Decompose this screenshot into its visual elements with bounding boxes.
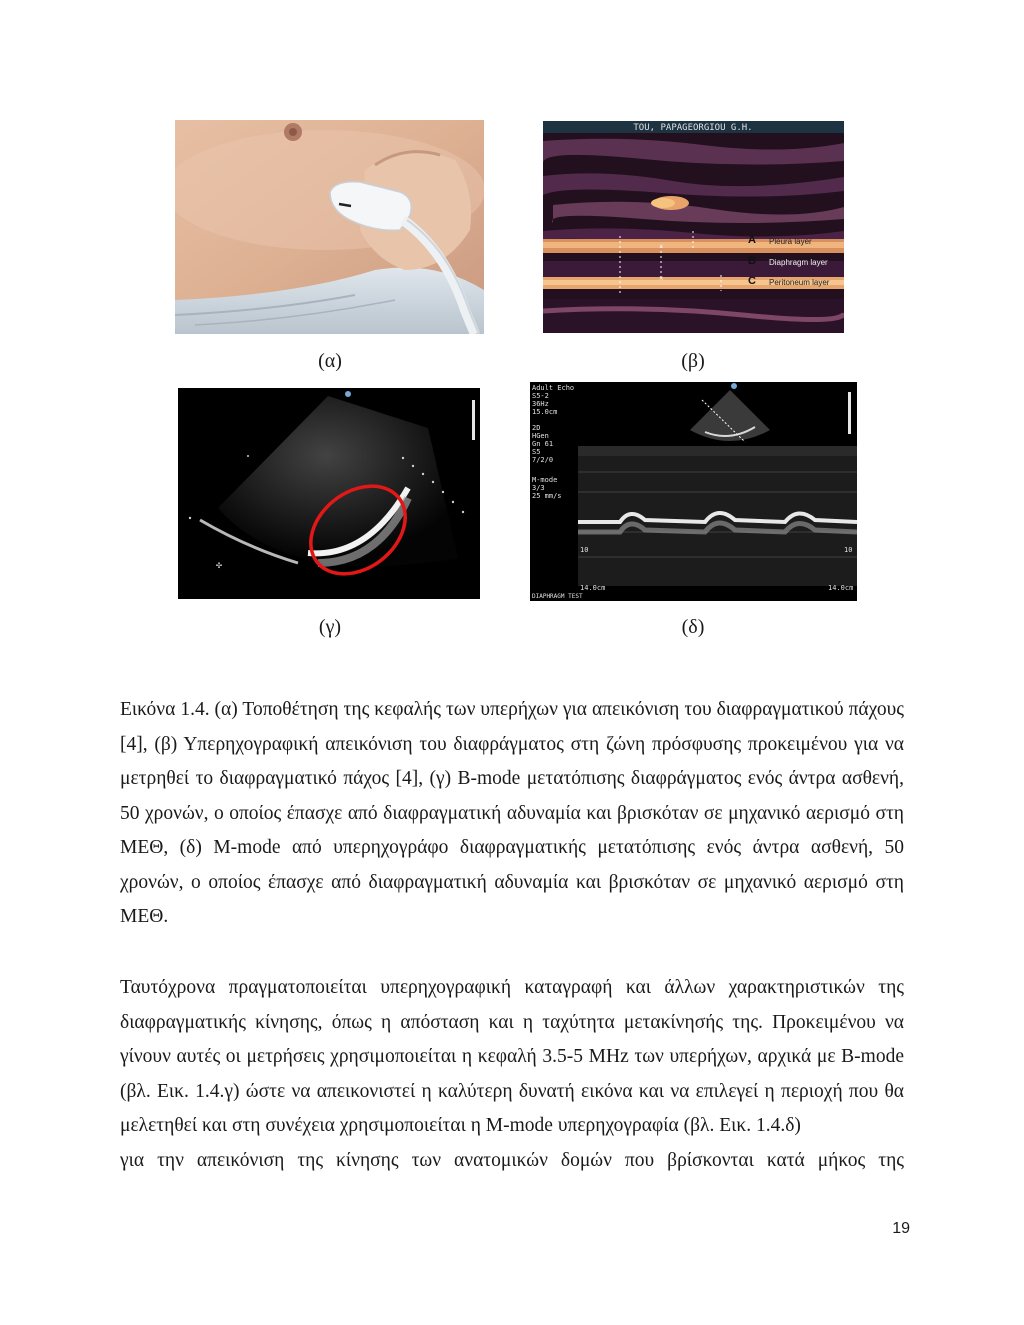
settings-line-8: Gn 61: [532, 440, 554, 448]
svg-text:×: ×: [659, 274, 664, 283]
figure-panel-a-photo: [175, 120, 484, 334]
body-paragraph: [120, 971, 904, 1178]
panel-b-label: (β): [681, 350, 705, 372]
layer-a-name: Pleura layer: [769, 237, 812, 246]
depth-right: 14.0cm: [828, 584, 854, 592]
settings-line-12: M-mode: [532, 476, 558, 484]
body-paragraph-last-line: για την απεικόνιση της κίνησης των ανατομικών δομών που βρίσκονται κατά μήκος της: [120, 1149, 904, 1171]
svg-text:✣: ✣: [216, 560, 223, 571]
panel-a-label: (α): [318, 350, 342, 372]
svg-text:×: ×: [659, 242, 664, 251]
settings-line-1: Adult Echo: [532, 384, 575, 392]
settings-line-4: 15.0cm: [532, 408, 558, 416]
settings-line-9: S5: [532, 448, 541, 456]
settings-line-13: 3/3: [532, 484, 545, 492]
figure-panel-c-bmode: [178, 388, 480, 599]
figure-panel-d-mmode: [530, 382, 857, 601]
mark-left: 10: [580, 546, 589, 554]
settings-line-2: S5-2: [532, 392, 549, 400]
layer-b-name: Diaphragm layer: [769, 258, 828, 267]
figure-caption: Εικόνα 1.4. (α) Τοποθέτηση της κεφαλής των υπερήχων για απεικόνιση του διαφραγματικού πάχους [4], (β) Υπερηχογραφική απεικόνιση του διαφράγματος στη ζώνη πρόσφυσης προκειμένου για να μετρηθεί το διαφραγματικό πάχος [4], (γ) B-mode μετατόπισης διαφράγματος ενός άντρα ασθενή, 50 χρονών, ο οποίος έπασχε από διαφραγματική αδυναμία και βρισκόταν σε μηχανικό αερισμό στη ΜΕΘ, (δ) M-mode από υπερηχογράφο διαφραγματικής μετατόπισης ενός άντρα ασθενή, 50 χρονών, ο οποίος έπασχε από διαφραγματική αδυναμία και βρισκόταν σε μηχανικό αερισμό στη ΜΕΘ.: [120, 699, 904, 927]
settings-line-7: HGen: [532, 432, 549, 440]
settings-line-10: 7/2/0: [532, 456, 554, 464]
panel-b-header-text: TOU, PAPAGEORGIOU G.H.: [633, 123, 753, 133]
figure-panel-b-ultrasound: [543, 121, 844, 333]
settings-line-14: 25 mm/s: [532, 492, 562, 500]
layer-b-letter: B: [748, 255, 756, 267]
settings-line-6: 2D: [532, 424, 541, 432]
layer-c-name: Peritoneum layer: [769, 278, 830, 287]
body-paragraph-text: Ταυτόχρονα πραγματοποιείται υπερηχογραφική καταγραφή και άλλων χαρακτηριστικών της διαφραγματικής κίνησης, όπως η απόσταση και η ταχύτητα μετακίνησής της. Προκειμένου να γίνουν αυτές οι μετρήσεις χρησιμοποιείται η κεφαλή 3.5-5 MHz των υπερήχων, αρχικά με B-mode (βλ. Εικ. 1.4.γ) ώστε να απεικονιστεί η καλύτερη δυνατή εικόνα και να επιλεγεί η περιοχή που θα μελετηθεί και στη συνέχεια χρησιμοποιείται η M-mode υπερηχογραφία (βλ. Εικ. 1.4.δ): [120, 977, 904, 1136]
depth-left: 14.0cm: [580, 584, 606, 592]
panel-d-label: (δ): [681, 616, 705, 638]
page-number: 19: [892, 1220, 910, 1237]
mark-right: 10: [844, 546, 853, 554]
layer-a-letter: A: [748, 234, 756, 246]
panel-d-footer: DIAPHRAGM TEST: [532, 593, 583, 600]
settings-line-3: 36Hz: [532, 400, 549, 408]
panel-c-label: (γ): [318, 616, 342, 638]
layer-c-letter: C: [748, 275, 756, 287]
